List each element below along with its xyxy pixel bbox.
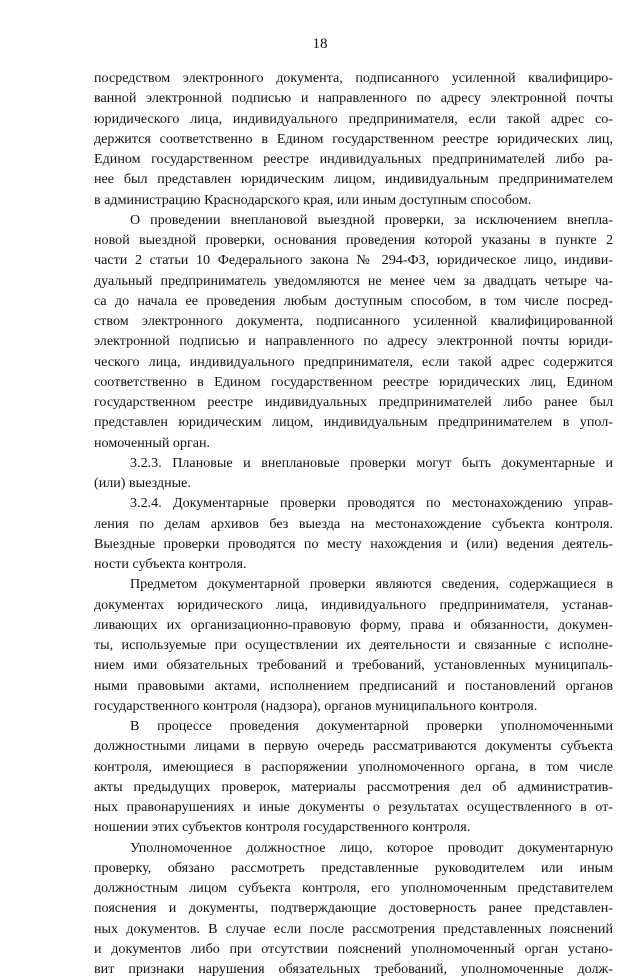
text-line: ления по делам архивов без выезда на местонахождение субъекта контроля.: [94, 514, 613, 534]
text-line: са до начала ее проведения любым доступным способом, в том числе посред-: [94, 291, 613, 311]
text-line: нием ими обязательных требований и требований, установленных муниципаль-: [94, 655, 613, 675]
text-line: (или) выездные.: [94, 473, 613, 493]
text-line: держится соответственно в Едином государственном реестре юридических лиц,: [94, 129, 613, 149]
text-line: части 2 статьи 10 Федерального закона № 294-ФЗ, юридическое лицо, индиви-: [94, 250, 613, 270]
text-line: представлен юридическим лицом, индивидуальным предпринимателем в упол-: [94, 412, 613, 432]
text-line: вит признаки нарушения обязательных требований, уполномоченные долж-: [94, 959, 613, 979]
text-line: и документов либо при отсутствии пояснений уполномоченный орган устано-: [94, 939, 613, 959]
paragraph: [94, 68, 613, 210]
text-line: ческого лица, индивидуального предпринимателя, если такой адрес содержится: [94, 352, 613, 372]
paragraph: [94, 574, 613, 716]
paragraph: [94, 493, 613, 574]
text-line: дуальный предприниматель уведомляются не менее чем за двадцать четыре ча-: [94, 271, 613, 291]
text-line: ности субъекта контроля.: [94, 554, 613, 574]
text-line: 3.2.4. Документарные проверки проводятся по местонахождению управ-: [94, 493, 613, 513]
text-line: О проведении внеплановой выездной проверки, за исключением внепла-: [94, 210, 613, 230]
text-line: проверку, обязано рассмотреть представленные руководителем или иным: [94, 858, 613, 878]
text-line: Уполномоченное должностное лицо, которое проводит документарную: [94, 838, 613, 858]
text-line: в администрацию Краснодарского края, или иным доступным способом.: [94, 190, 613, 210]
text-line: пояснения и документы, подтверждающие достоверность ранее представлен-: [94, 898, 613, 918]
text-line: ношении этих субъектов контроля государственного контроля.: [94, 817, 613, 837]
text-line: государственном реестре индивидуальных предпринимателей либо ранее был: [94, 392, 613, 412]
text-line: Едином государственном реестре индивидуальных предпринимателей либо ра-: [94, 149, 613, 169]
text-line: соответственно в Едином государственном реестре юридических лиц, Едином: [94, 372, 613, 392]
text-line: юридического лица, индивидуального предпринимателя, если такой адрес со-: [94, 109, 613, 129]
text-line: В процессе проведения документарной проверки уполномоченными: [94, 716, 613, 736]
text-line: государственного контроля (надзора), органов муниципального контроля.: [94, 696, 613, 716]
document-body: [94, 68, 613, 979]
text-line: ными правовыми актами, исполнением предписаний и постановлений органов: [94, 676, 613, 696]
text-line: Предметом документарной проверки являются сведения, содержащиеся в: [94, 574, 613, 594]
text-line: документах юридического лица, индивидуального предпринимателя, устанав-: [94, 595, 613, 615]
paragraph: [94, 838, 613, 979]
text-line: номоченный орган.: [94, 433, 613, 453]
text-line: 3.2.3. Плановые и внеплановые проверки могут быть документарные и: [94, 453, 613, 473]
text-line: контроля, имеющиеся в распоряжении уполномоченного органа, в том числе: [94, 757, 613, 777]
text-line: электронной подписью и направленного по адресу электронной почты юриди-: [94, 331, 613, 351]
text-line: ством электронного документа, подписанного усиленной квалифицированной: [94, 311, 613, 331]
text-line: ванной электронной подписью и направленного по адресу электронной почты: [94, 88, 613, 108]
paragraph: [94, 453, 613, 494]
paragraph: [94, 210, 613, 453]
text-line: должностным лицом субъекта контроля, его уполномоченным представителем: [94, 878, 613, 898]
page-number: 18: [0, 34, 640, 54]
text-line: ливающих их организационно-правовую форму, права и обязанности, докумен-: [94, 615, 613, 635]
text-line: Выездные проверки проводятся по месту нахождения и (или) ведения деятель-: [94, 534, 613, 554]
text-line: ных документов. В случае если после рассмотрения представленных пояснений: [94, 919, 613, 939]
text-line: акты предыдущих проверок, материалы рассмотрения дел об административ-: [94, 777, 613, 797]
text-line: ты, используемые при осуществлении их деятельности и связанные с исполне-: [94, 635, 613, 655]
paragraph: [94, 716, 613, 838]
text-line: посредством электронного документа, подписанного усиленной квалифициро-: [94, 68, 613, 88]
text-line: должностными лицами в первую очередь рассматриваются документы субъекта: [94, 736, 613, 756]
text-line: нее был представлен юридическим лицом, индивидуальным предпринимателем: [94, 169, 613, 189]
text-line: новой выездной проверки, основания проведения которой указаны в пункте 2: [94, 230, 613, 250]
text-line: ных правонарушениях и иные документы о результатах осуществленного в от-: [94, 797, 613, 817]
